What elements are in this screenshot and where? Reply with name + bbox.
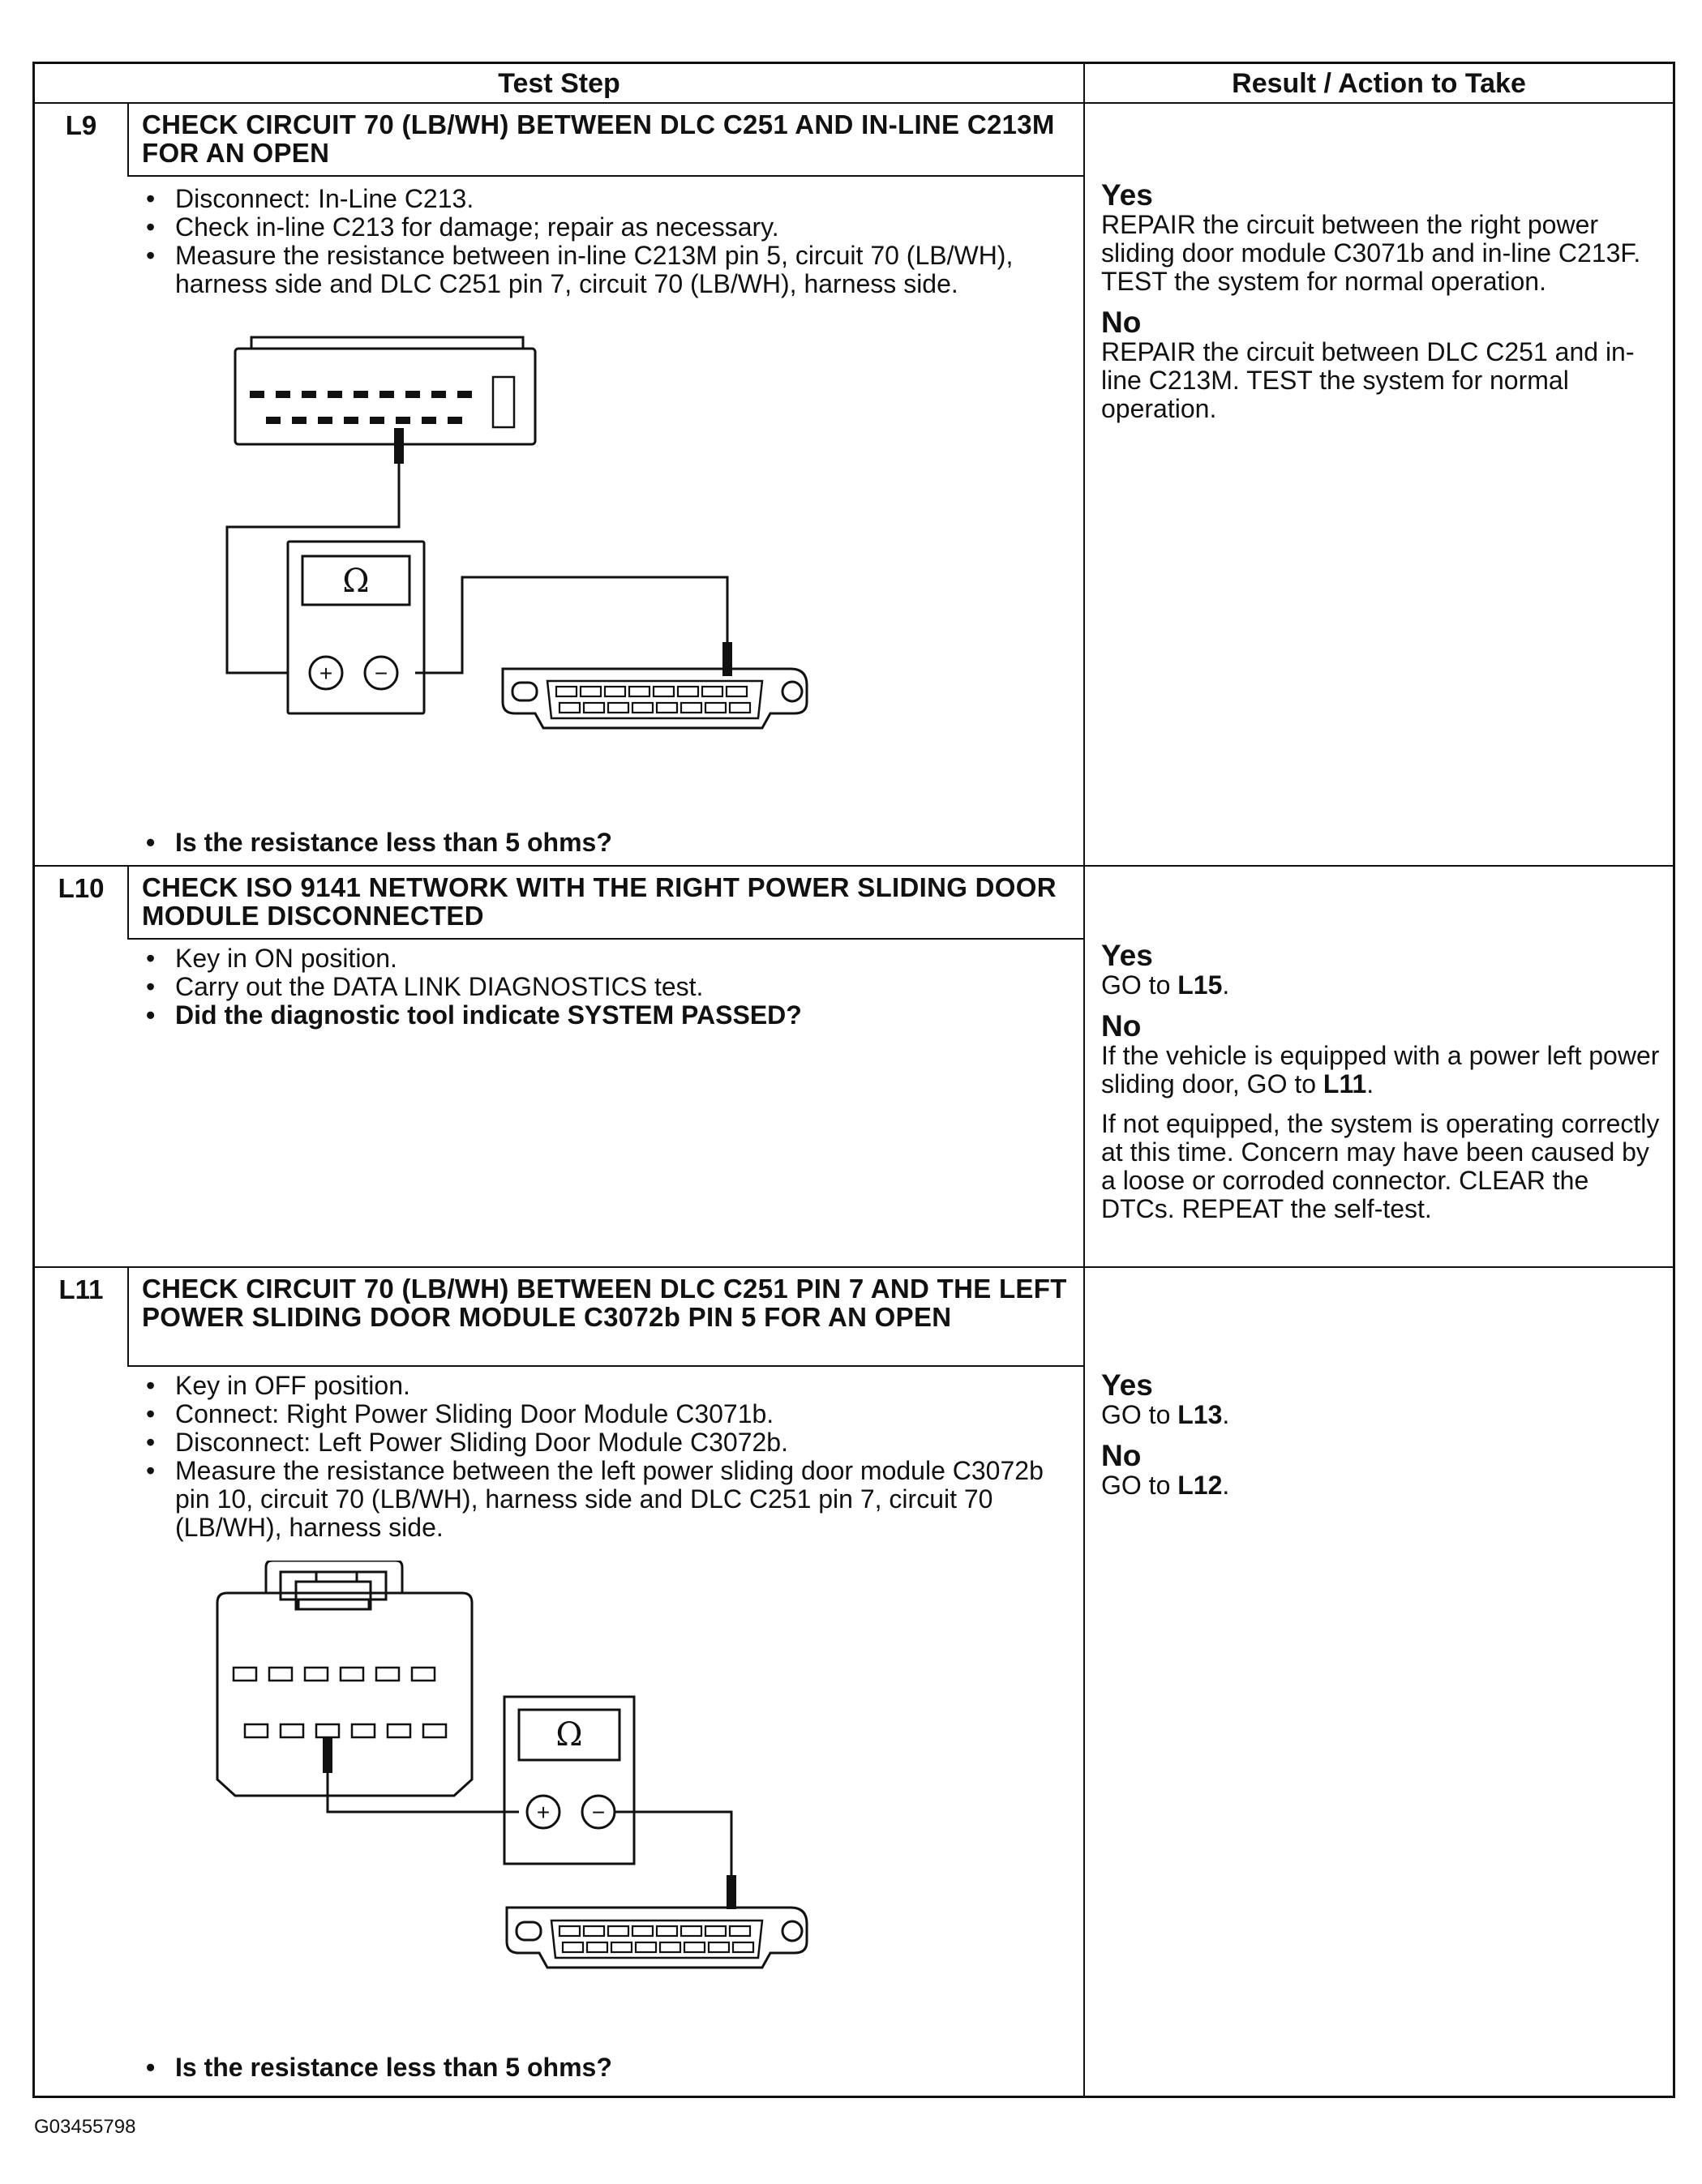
step-question-l9 <box>130 829 1062 857</box>
header-result-action: Result / Action to Take <box>1232 68 1526 99</box>
column-divider <box>1083 62 1085 2098</box>
yes-label: Yes <box>1101 1368 1153 1402</box>
yes-action: GO to L15. <box>1101 970 1230 1000</box>
result-l11 <box>1101 1370 1669 1500</box>
minus-terminal: − <box>374 661 388 686</box>
l11-title-underline <box>127 1365 1085 1367</box>
yes-label: Yes <box>1101 939 1153 972</box>
step-item: • Disconnect: In-Line C213. <box>130 185 1062 213</box>
step-item: • Key in OFF position. <box>130 1372 1062 1400</box>
step-ref-link[interactable]: L11 <box>1323 1069 1367 1098</box>
no-action-alt: If not equipped, the system is operating correctly at this time. Concern may have been caused by a loose or corroded connector. CLEAR the DTCs. REPEAT the self-test. <box>1101 1109 1660 1223</box>
question-item: • Is the resistance less than 5 ohms? <box>130 829 1062 857</box>
step-title-l10: CHECK ISO 9141 NETWORK WITH THE RIGHT POWER SLIDING DOOR MODULE DISCONNECTED <box>142 872 1057 931</box>
step-item: • Measure the resistance between in-line C213M pin 5, circuit 70 (LB/WH), harness side and DLC C251 pin 7, circuit 70 (LB/WH), harness side. <box>130 242 1062 298</box>
step-ref-link[interactable]: L12 <box>1177 1471 1223 1500</box>
step-id-l11: L11 <box>58 1274 104 1304</box>
step-item: • Carry out the DATA LINK DIAGNOSTICS test. <box>130 973 1062 1001</box>
no-action: REPAIR the circuit between DLC C251 and in-line C213M. TEST the system for normal operation. <box>1101 337 1635 423</box>
table-border-right <box>1673 62 1675 2098</box>
step-instructions-l11 <box>130 1372 1062 1542</box>
no-label: No <box>1101 1009 1142 1043</box>
plus-terminal: + <box>536 1800 551 1825</box>
connector-pins <box>250 391 472 464</box>
step-ref-link[interactable]: L15 <box>1177 970 1223 1000</box>
l11-wiring-diagram <box>203 1561 868 2031</box>
table-border-left <box>32 62 35 2098</box>
step-instructions-l10 <box>130 944 1062 1030</box>
table-border-bottom <box>32 2096 1675 2098</box>
step-ref-link[interactable]: L13 <box>1177 1400 1223 1429</box>
no-action: If the vehicle is equipped with a power left power sliding door, GO to L11. <box>1101 1041 1660 1098</box>
no-action: GO to L12. <box>1101 1471 1230 1500</box>
no-label: No <box>1101 306 1142 339</box>
minus-terminal: − <box>591 1800 606 1825</box>
question-item: • Is the resistance less than 5 ohms? <box>130 2053 1062 2082</box>
step-item: • Key in ON position. <box>130 944 1062 973</box>
dlc-c251-icon <box>507 1908 807 1968</box>
step-title-l11: CHECK CIRCUIT 70 (LB/WH) BETWEEN DLC C251 PIN 7 AND THE LEFT POWER SLIDING DOOR MODULE C3072b PIN 5 FOR AN OPEN <box>142 1274 1067 1332</box>
step-title-l9: CHECK CIRCUIT 70 (LB/WH) BETWEEN DLC C251 AND IN-LINE C213M FOR AN OPEN <box>142 109 1055 168</box>
no-label: No <box>1101 1439 1142 1472</box>
step-item: • Check in-line C213 for damage; repair as necessary. <box>130 213 1062 242</box>
l10-title-underline <box>127 938 1085 940</box>
ohm-symbol: Ω <box>555 1716 583 1754</box>
l9-wiring-diagram <box>203 332 868 738</box>
yes-action: GO to L13. <box>1101 1400 1230 1429</box>
l9-title-underline <box>127 175 1085 177</box>
ohm-symbol: Ω <box>342 563 370 600</box>
step-item: • Measure the resistance between the left power sliding door module C3072b pin 10, circuit 70 (LB/WH), harness side and DLC C251 pin 7, circuit 70 (LB/WH), harness side. <box>130 1457 1062 1542</box>
figure-id: G03455798 <box>34 2116 136 2138</box>
yes-action: REPAIR the circuit between the right power sliding door module C3071b and in-line C213F. TEST the system for normal operation. <box>1101 210 1641 296</box>
header-test-step: Test Step <box>498 68 620 99</box>
step-id-l9: L9 <box>65 110 97 140</box>
step-item: • Disconnect: Left Power Sliding Door Module C3072b. <box>130 1428 1062 1457</box>
step-instructions-l9 <box>130 185 1062 298</box>
question-item: • Did the diagnostic tool indicate SYSTEM PASSED? <box>130 1001 1062 1030</box>
result-l10 <box>1101 940 1669 1223</box>
plus-terminal: + <box>319 661 333 686</box>
result-l9 <box>1101 180 1669 423</box>
dlc-c251-icon <box>503 669 807 728</box>
step-item: • Connect: Right Power Sliding Door Module C3071b. <box>130 1400 1062 1428</box>
yes-label: Yes <box>1101 178 1153 212</box>
step-question-l11 <box>130 2053 1062 2082</box>
step-id-l10: L10 <box>58 873 105 903</box>
